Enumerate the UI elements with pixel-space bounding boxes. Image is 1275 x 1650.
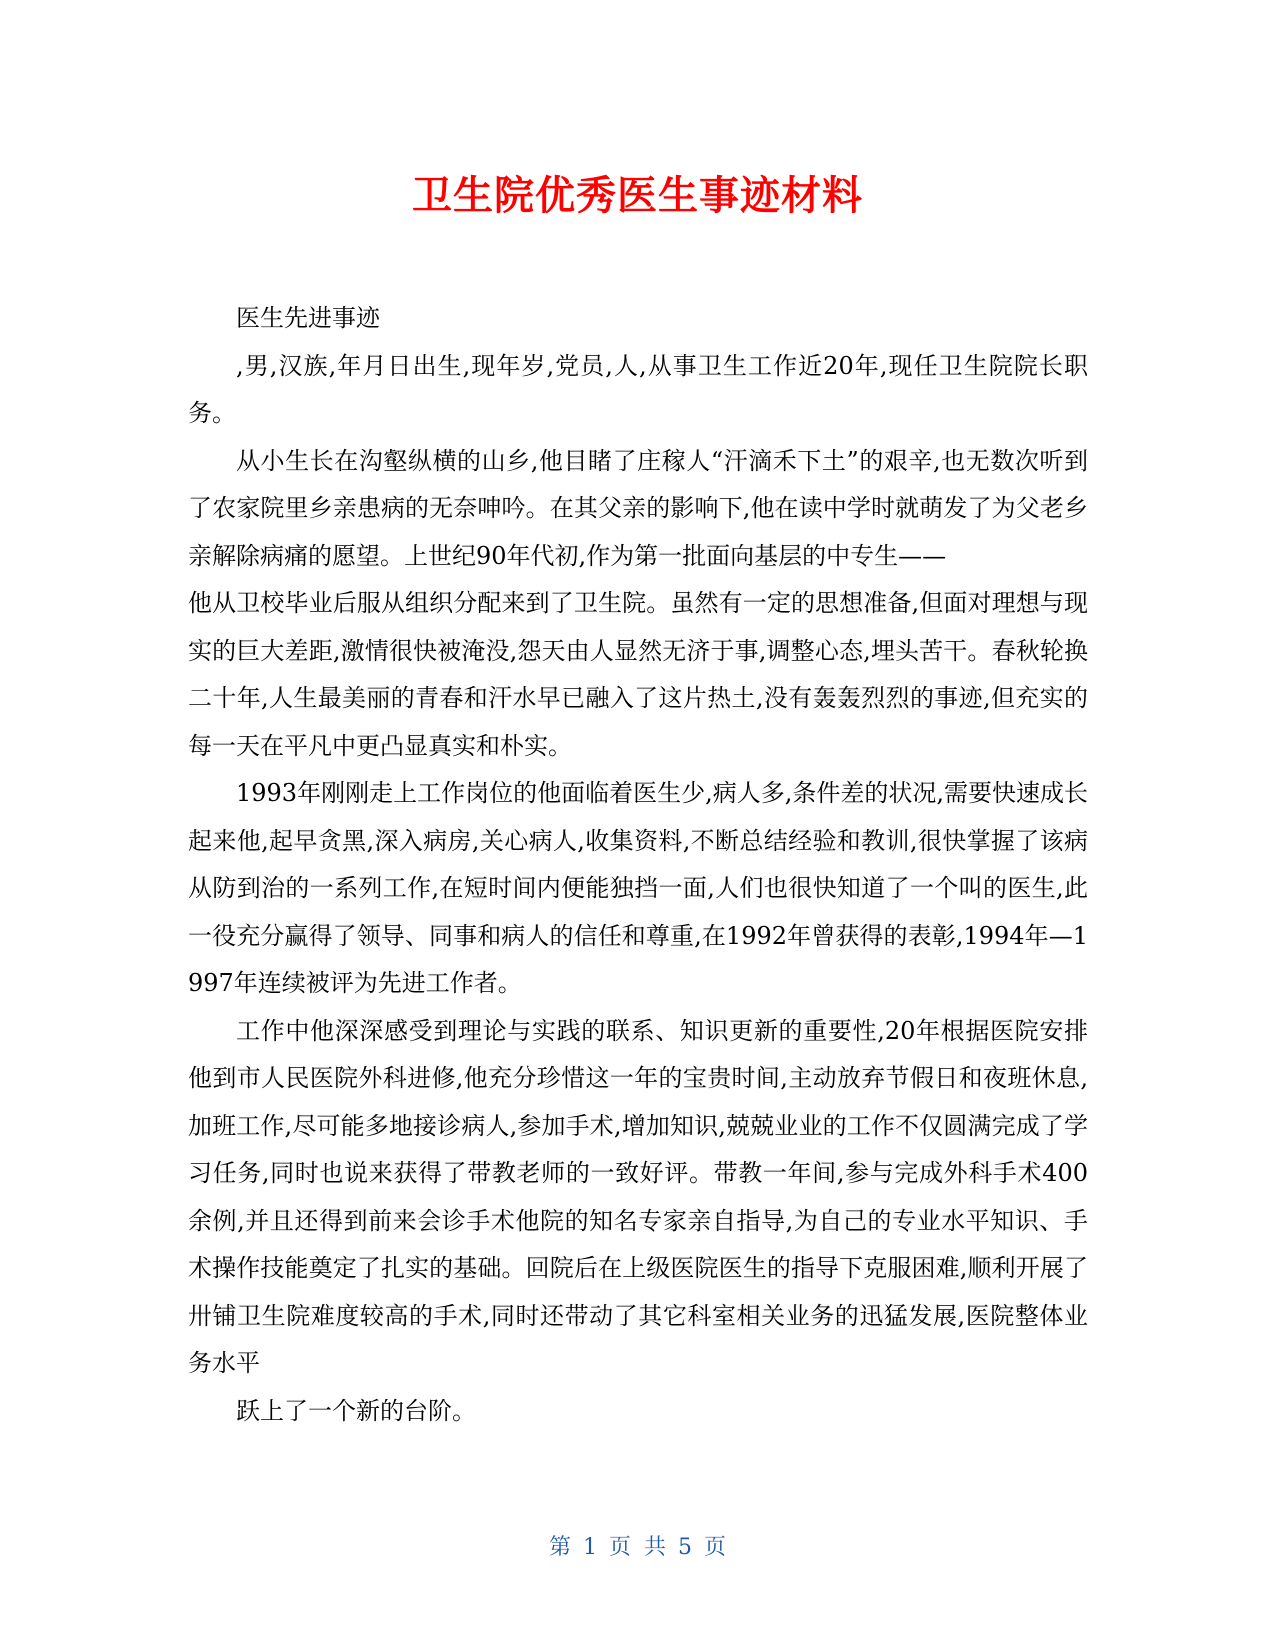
footer-suffix: 页	[704, 1535, 727, 1560]
paragraph-closing: 跃上了一个新的台阶。	[236, 1396, 476, 1425]
footer-page-number: 1	[583, 1535, 597, 1560]
paragraph-1993: 1993年刚刚走上工作岗位的他面临着医生少,病人多,条件差的状况,需要快速成长起来他,起早贪黑,深入病房,关心病人,收集资料,不断总结经验和教训,很快掌握了该病从防到治的一系列工作,在短时间内便能独挡一面,人们也很快知道了一个叫的医生,此一役充分赢得了领导、同事和病人的信任和尊重,在1992年曾获得的表彰,1994年—1997年连续被评为先进工作者。	[188, 779, 1088, 997]
page-number-footer	[0, 1530, 1275, 1561]
paragraph-training: 工作中他深深感受到理论与实践的联系、知识更新的重要性,20年根据医院安排他到市人民医院外科进修,他充分珍惜这一年的宝贵时间,主动放弃节假日和夜班休息,加班工作,尽可能多地接诊病人,参加手术,增加知识,兢兢业业的工作不仅圆满完成了学习任务,同时也说来获得了带教老师的一致好评。带教一年间,参与完成外科手术400余例,并且还得到前来会诊手术他院的知名专家亲自指导,为自己的专业水平知识、手术操作技能奠定了扎实的基础。回院后在上级医院医生的指导下克服困难,顺利开展了卅铺卫生院难度较高的手术,同时还带动了其它科室相关业务的迅猛发展,医院整体业务水平	[188, 1016, 1088, 1377]
document-body	[188, 295, 1088, 1435]
paragraph-heading: 医生先进事迹	[236, 304, 380, 332]
footer-prefix: 第	[548, 1535, 571, 1560]
footer-total-pages: 5	[678, 1535, 692, 1560]
paragraph-childhood: 从小生长在沟壑纵横的山乡,他目睹了庄稼人“汗滴禾下土”的艰辛,也无数次听到了农家院里乡亲患病的无奈呻吟。在其父亲的影响下,他在读中学时就萌发了为父老乡亲解除病痛的愿望。上世纪90年代初,作为第一批面向基层的中专生——	[188, 446, 1088, 570]
paragraph-career-start: 他从卫校毕业后服从组织分配来到了卫生院。虽然有一定的思想准备,但面对理想与现实的巨大差距,激情很快被淹没,怨天由人显然无济于事,调整心态,埋头苦干。春秋轮换二十年,人生最美丽的青春和汗水早已融入了这片热土,没有轰轰烈烈的事迹,但充实的每一天在平凡中更凸显真实和朴实。	[188, 589, 1088, 760]
footer-middle: 页 共	[609, 1535, 666, 1560]
paragraph-intro: ,男,汉族,年月日出生,现年岁,党员,人,从事卫生工作近20年,现任卫生院院长职务。	[188, 351, 1088, 427]
document-title: 卫生院优秀医生事迹材料	[412, 173, 863, 219]
